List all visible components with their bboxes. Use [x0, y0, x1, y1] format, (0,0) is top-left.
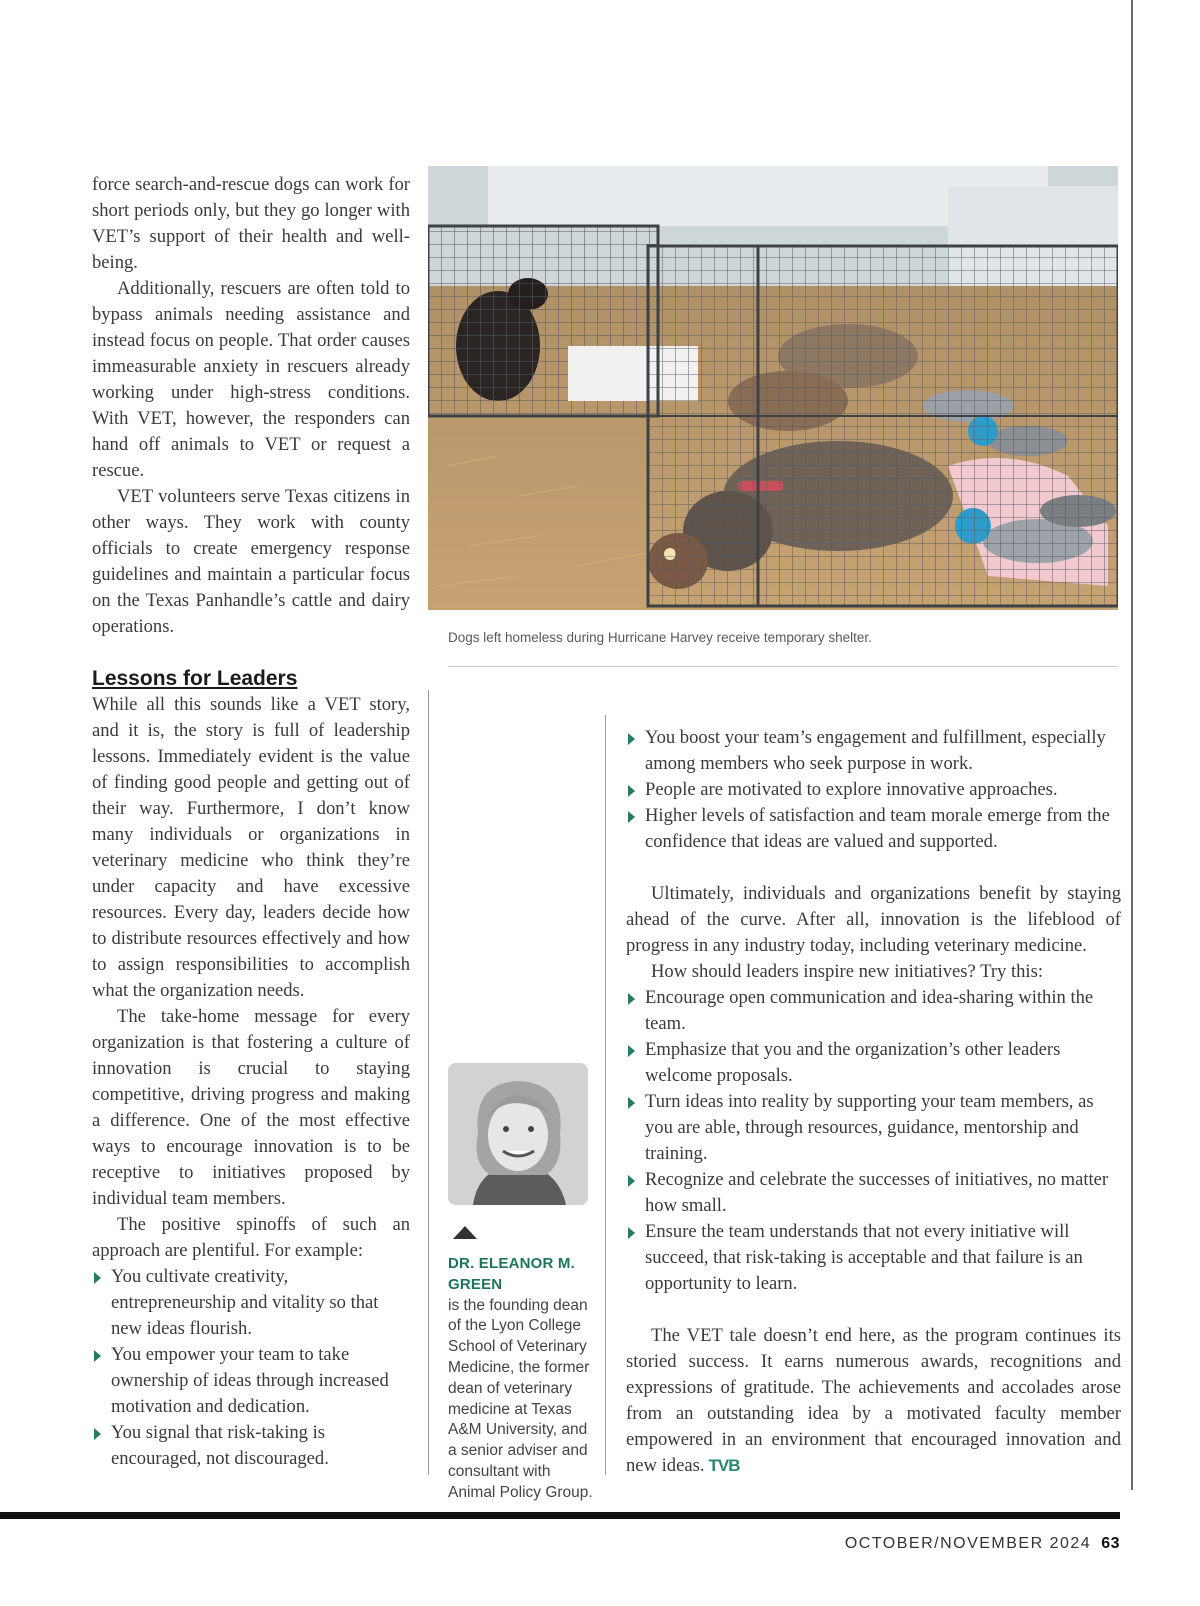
- list-item: Encourage open communication and idea-sharing within the team.: [626, 985, 1121, 1037]
- body-paragraph: While all this sounds like a VET story, and it is, the story is full of leadership lessons. Immediately evident is the value of finding good people and getting out of their way. Furthermore, I don’t know many individuals or organizations in veterinary medicine who think they’re under capacity and have excessive resources. Every day, leaders decide how to distribute resources effectively and how to assign responsibilities to accomplish what the organization needs.: [92, 694, 410, 1001]
- footer-rule: [0, 1512, 1120, 1519]
- list-item: You boost your team’s engagement and fulfillment, especially among members who seek purpose in work.: [626, 725, 1121, 777]
- author-description: is the founding dean of the Lyon College School of Veterinary Medicine, the former dean of veterinary medicine at Texas A&M University, and a senior adviser and consultant with Animal Policy Group.: [448, 1296, 593, 1501]
- list-item: You signal that risk-taking is encouraged, not discouraged.: [92, 1420, 410, 1472]
- body-paragraph: The positive spinoffs of such an approach are plentiful. For example:: [92, 1214, 410, 1261]
- list-item: Ensure the team understands that not every initiative will succeed, that risk-taking is acceptable and that failure is an opportunity to learn.: [626, 1219, 1121, 1297]
- body-paragraph: [626, 1323, 1121, 1479]
- list-item: You empower your team to take ownership of ideas through increased motivation and dedication.: [92, 1342, 410, 1420]
- author-bio: [448, 1254, 600, 1504]
- left-column: [92, 172, 410, 1472]
- list-item: Recognize and celebrate the successes of initiatives, no matter how small.: [626, 1167, 1121, 1219]
- list-item: People are motivated to explore innovative approaches.: [626, 777, 1121, 803]
- section-heading: Lessons for Leaders: [92, 667, 298, 690]
- body-paragraph: How should leaders inspire new initiatives? Try this:: [651, 961, 1043, 982]
- photo-caption: Dogs left homeless during Hurricane Harvey receive temporary shelter.: [448, 630, 872, 645]
- caption-divider: [448, 666, 1118, 667]
- triangle-up-icon: [453, 1226, 477, 1239]
- body-paragraph: Ultimately, individuals and organizations benefit by staying ahead of the curve. After all, innovation is the lifeblood of progress in any industry today, including veterinary medicine.: [626, 883, 1121, 956]
- author-name: DR. ELEANOR M. GREEN: [448, 1255, 575, 1293]
- folio: [845, 1535, 1120, 1553]
- tvb-end-mark-icon: TVB: [708, 1456, 740, 1475]
- list-item: You cultivate creativity, entrepreneurship and vitality so that new ideas flourish.: [92, 1264, 410, 1342]
- body-paragraph: Additionally, rescuers are often told to bypass animals needing assistance and instead focus on people. That order causes immeasurable anxiety in rescuers already working under high-stress conditions. With VET, however, the responders can hand off animals to VET or request a rescue.: [92, 278, 410, 481]
- closing-text: The VET tale doesn’t end here, as the program continues its storied success. It earns numerous awards, recognitions and expressions of gratitude. The achievements and accolades arose from an outstanding idea by a motivated faculty member empowered in an environment that encouraged innovation and new ideas.: [626, 1325, 1121, 1476]
- list-item: Emphasize that you and the organization’s other leaders welcome proposals.: [626, 1037, 1121, 1089]
- bullet-list: [626, 725, 1121, 855]
- page-number: 63: [1101, 1535, 1120, 1552]
- dogs-shelter-photo: [428, 166, 1118, 610]
- body-paragraph: VET volunteers serve Texas citizens in other ways. They work with county officials to create emergency response guidelines and maintain a particular focus on the Texas Panhandle’s cattle and dairy operations.: [92, 486, 410, 637]
- issue-date: OCTOBER/NOVEMBER 2024: [844, 1535, 1092, 1552]
- body-paragraph: The take-home message for every organization is that fostering a culture of innovation is crucial to staying competitive, driving progress and making a difference. One of the most effective ways to encourage innovation is to be receptive to initiatives proposed by individual team members.: [92, 1006, 410, 1209]
- column-divider: [605, 715, 606, 1475]
- author-headshot: [448, 1063, 588, 1205]
- bullet-list: [626, 985, 1121, 1297]
- right-column: [626, 725, 1121, 1479]
- list-item: Higher levels of satisfaction and team morale emerge from the confidence that ideas are valued and supported.: [626, 803, 1121, 855]
- column-divider: [428, 690, 429, 1475]
- list-item: Turn ideas into reality by supporting your team members, as you are able, through resources, guidance, mentorship and training.: [626, 1089, 1121, 1167]
- bullet-list: [92, 1264, 410, 1472]
- page-edge-rule: [1131, 0, 1133, 1490]
- body-paragraph: force search-and-rescue dogs can work for short periods only, but they go longer with VET’s support of their health and well-being.: [92, 174, 410, 273]
